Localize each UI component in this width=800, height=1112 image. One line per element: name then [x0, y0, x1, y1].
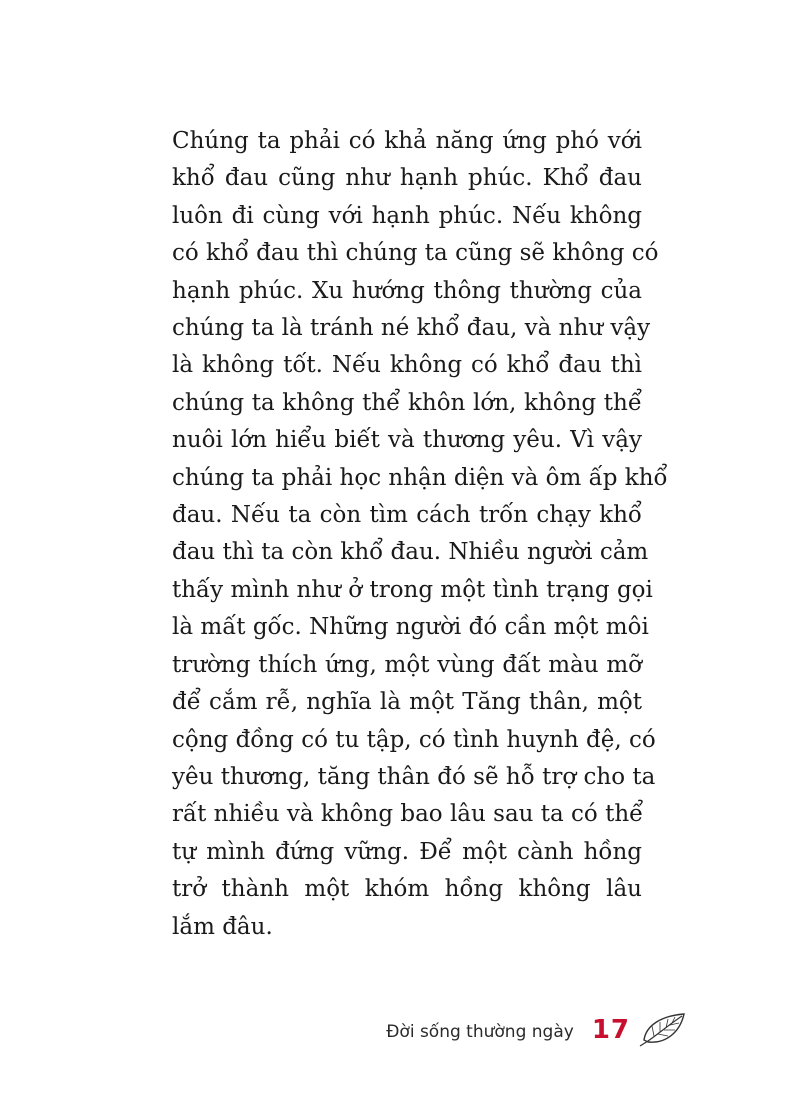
text-line: yêu thương, tăng thân đó sẽ hỗ trợ cho ta — [172, 763, 656, 790]
text-line: Chúng ta phải có khả năng ứng phó với — [172, 128, 642, 154]
text-line-last: lắm đâu. — [172, 913, 273, 940]
text-line: hạnh phúc. Xu hướng thông thường của — [172, 277, 642, 304]
text-line: tự mình đứng vững. Để một cành hồng — [172, 838, 642, 865]
text-line: để cắm rễ, nghĩa là một Tăng thân, một — [172, 689, 642, 716]
text-line: luôn đi cùng với hạnh phúc. Nếu không — [172, 202, 642, 229]
text-line: cộng đồng có tu tập, có tình huynh đệ, có — [172, 726, 656, 753]
text-line: rất nhiều và không bao lâu sau ta có thể — [172, 801, 644, 828]
text-line: là mất gốc. Những người đó cần một môi — [172, 614, 649, 641]
body-paragraph — [172, 123, 668, 946]
text-line: nuôi lớn hiểu biết và thương yêu. Vì vậy — [172, 427, 642, 454]
leaf-icon — [638, 1010, 688, 1050]
running-footer-title: Đời sống thường ngày — [386, 1022, 574, 1042]
text-line: có khổ đau thì chúng ta cũng sẽ không có — [172, 240, 659, 267]
text-line: thấy mình như ở trong một tình trạng gọi — [172, 576, 653, 603]
page-number: 17 — [591, 1015, 630, 1045]
text-line: chúng ta phải học nhận diện và ôm ấp khổ — [172, 464, 668, 491]
text-line: là không tốt. Nếu không có khổ đau thì — [172, 352, 642, 379]
text-line: trở thành một khóm hồng không lâu — [172, 876, 642, 903]
text-line: chúng ta không thể khôn lớn, không thể — [172, 389, 642, 416]
text-line: đau thì ta còn khổ đau. Nhiều người cảm — [172, 539, 649, 566]
text-line: khổ đau cũng như hạnh phúc. Khổ đau — [172, 165, 642, 192]
text-line: đau. Nếu ta còn tìm cách trốn chạy khổ — [172, 502, 642, 529]
text-line: trường thích ứng, một vùng đất màu mỡ — [172, 651, 642, 678]
page-footer — [386, 1010, 688, 1050]
text-line: chúng ta là tránh né khổ đau, và như vậy — [172, 315, 651, 342]
